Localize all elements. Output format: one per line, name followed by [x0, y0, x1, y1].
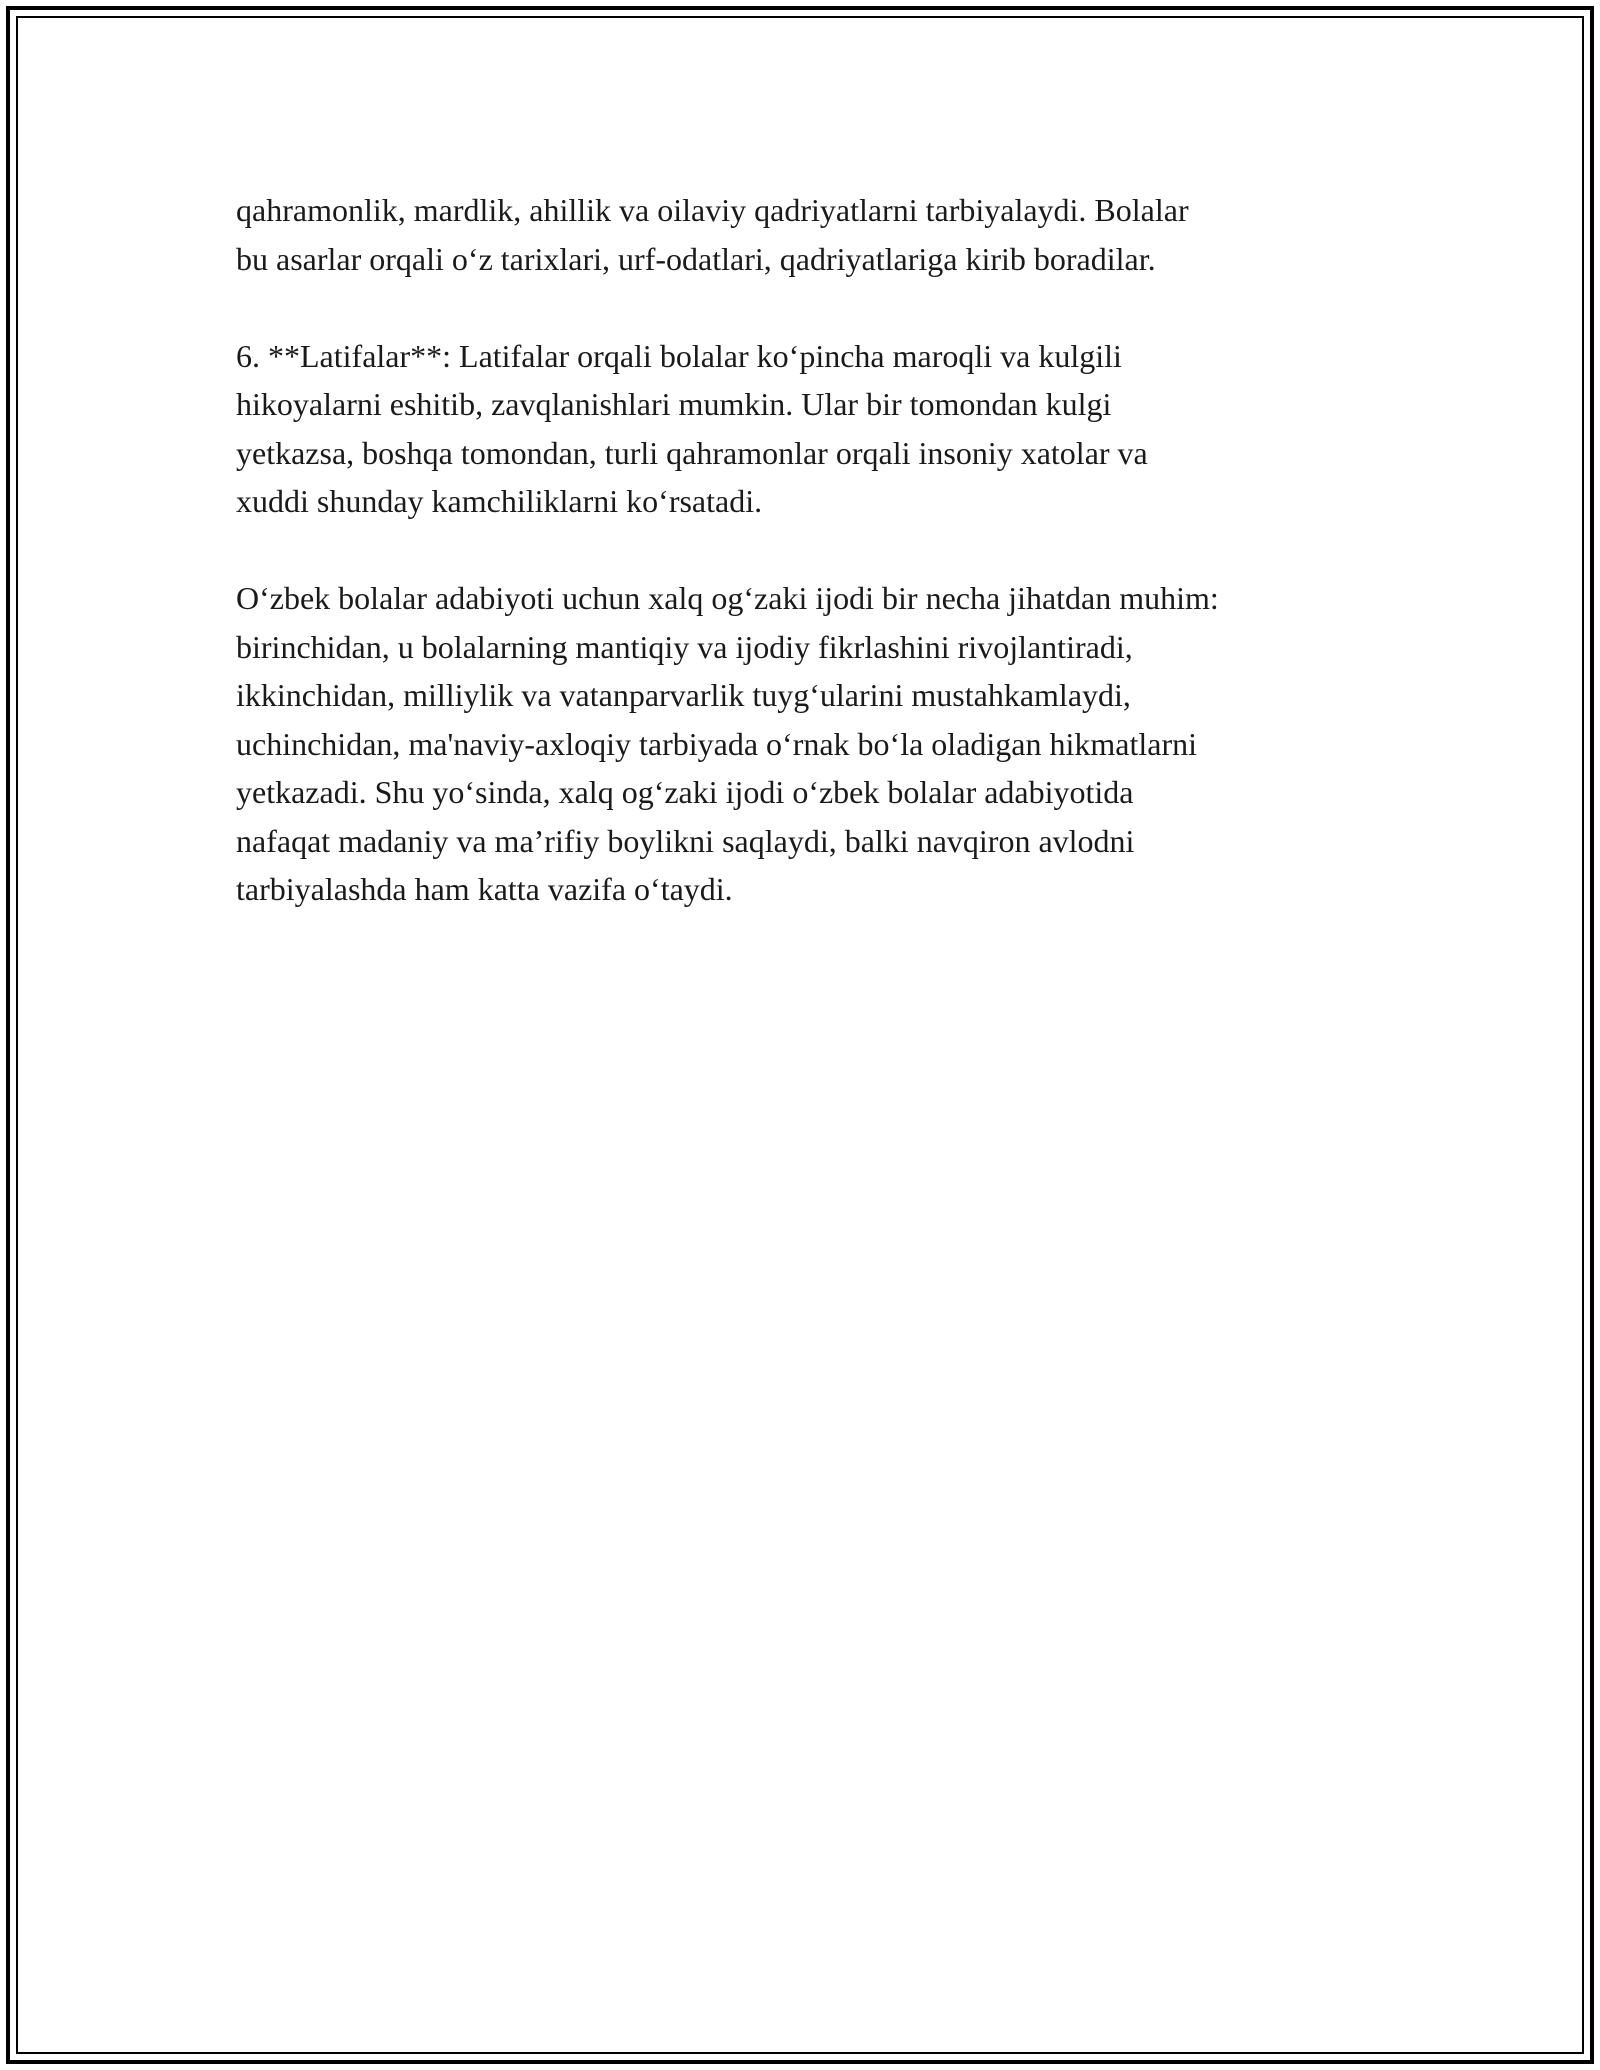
text-line: bu asarlar orqali o‘z tarixlari, urf-odatlari, qadriyatlariga kirib boradilar. [236, 240, 1156, 277]
text-line: hikoyalarni eshitib, zavqlanishlari mumkin. Ular bir tomondan kulgi [236, 386, 1112, 422]
paragraph-conclusion [236, 574, 1396, 914]
document-body [236, 186, 1396, 962]
text-line: O‘zbek bolalar adabiyoti uchun xalq og‘zaki ijodi bir necha jihatdan muhim: [236, 580, 1219, 616]
text-line: ikkinchidan, milliylik va vatanparvarlik tuyg‘ularini mustahkamlaydi, [236, 677, 1131, 713]
text-line: tarbiyalashda ham katta vazifa o‘taydi. [236, 871, 733, 907]
text-line: yetkazadi. Shu yo‘sinda, xalq og‘zaki ijodi o‘zbek bolalar adabiyotida [236, 774, 1134, 810]
text-line: yetkazsa, boshqa tomondan, turli qahramonlar orqali insoniy xatolar va [236, 434, 1148, 471]
text-line: 6. **Latifalar**: Latifalar orqali bolalar ko‘pincha maroqli va kulgili [236, 337, 1122, 374]
text-line: nafaqat madaniy va ma’rifiy boylikni saqlaydi, balki navqiron avlodni [236, 822, 1135, 859]
text-line: xuddi shunday kamchiliklarni ko‘rsatadi. [236, 483, 763, 519]
text-line: birinchidan, u bolalarning mantiqiy va ijodiy fikrlashini rivojlantiradi, [236, 628, 1133, 665]
text-line: qahramonlik, mardlik, ahillik va oilaviy qadriyatlarni tarbiyalaydi. Bolalar [236, 192, 1189, 228]
text-line: uchinchidan, ma'naviy-axloqiy tarbiyada o‘rnak bo‘la oladigan hikmatlarni [236, 725, 1197, 762]
paragraph-intro-continuation [236, 186, 1396, 283]
paragraph-latifalar [236, 332, 1396, 526]
